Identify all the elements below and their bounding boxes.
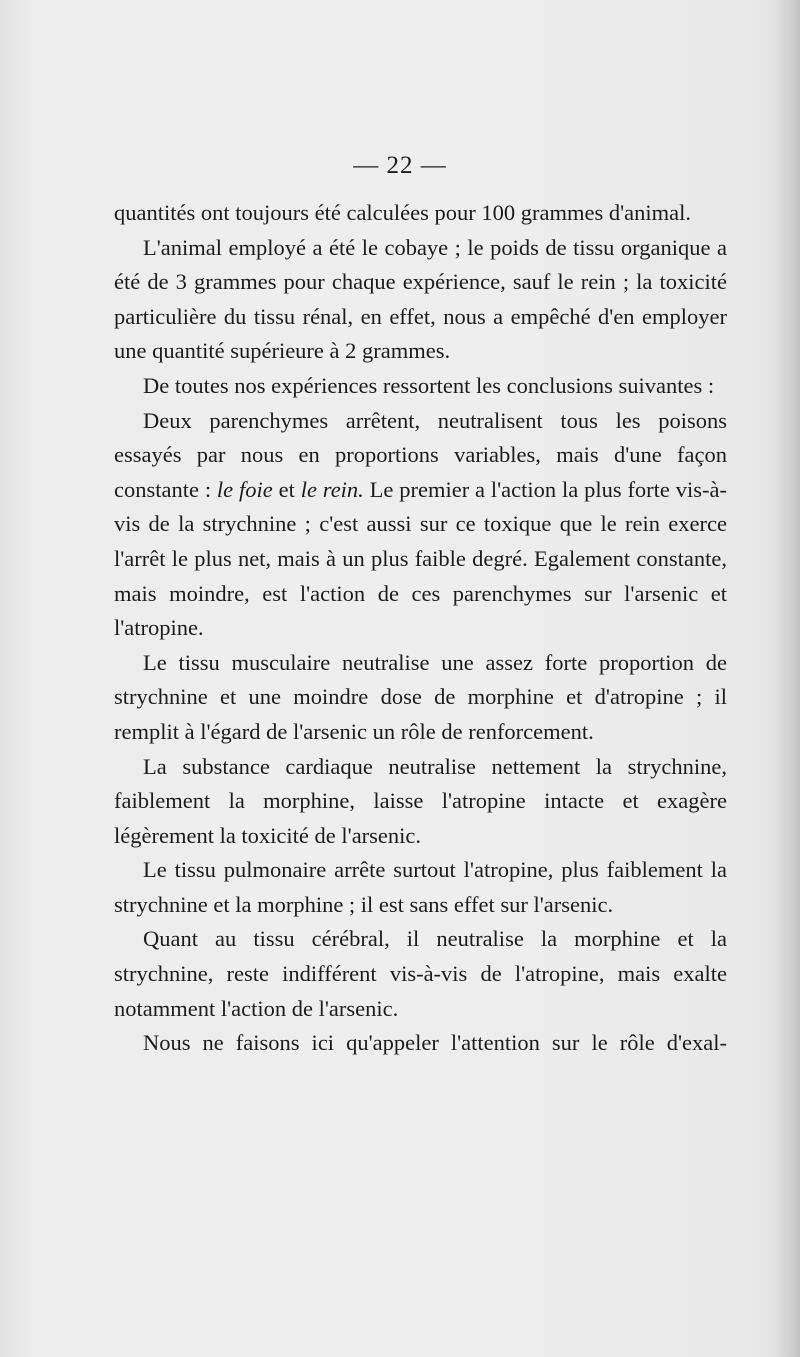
body-text xyxy=(114,196,727,1061)
paragraph-parenchymes-text: Deux parenchymes arrêtent, neutralisent tous les poisons essayés par nous en proportions variables, mais d'une façon constante : xyxy=(114,407,727,502)
paragraph-muscle: Le tissu musculaire neutralise une assez forte proportion de strychnine et une moindre dose de morphine et d'atropine ; il remplit à l'égard de l'arsenic un rôle de renforcement. xyxy=(114,649,727,744)
paragraph-conclusions-intro: De toutes nos expériences ressortent les conclusions suivantes : xyxy=(143,372,715,398)
italic-term-liver: le foie xyxy=(216,476,273,502)
paragraph-continuation: quantités ont toujours été calculées pour 100 grammes d'animal. xyxy=(114,200,692,225)
paragraph-final: Nous ne faisons ici qu'appeler l'attention sur le rôle d'exal- xyxy=(143,1030,727,1056)
paragraph-parenchymes xyxy=(114,404,727,646)
paragraph-animal: L'animal employé a été le cobaye ; le poids de tissu organique a été de 3 grammes pour chaque expérience, sauf le rein ; la toxicité particulière du tissu rénal, en effet, nous a empêché d'en employer une quantité supérieure à 2 grammes. xyxy=(114,234,727,364)
italic-term-kidney: le rein. xyxy=(300,476,364,502)
paragraph-parenchymes-joiner: et xyxy=(272,476,301,502)
page-number: — 22 — xyxy=(353,152,447,179)
paragraph-cerebral: Quant au tissu cérébral, il neutralise la morphine et la strychnine, reste indifférent vis-à-vis de l'atropine, mais exalte notamment l'action de l'arsenic. xyxy=(114,926,727,1021)
paragraph-pulmonary: Le tissu pulmonaire arrête surtout l'atropine, plus faiblement la strychnine et la morphine ; il est sans effet sur l'arsenic. xyxy=(114,857,727,917)
page-edge-shadow xyxy=(774,0,800,1357)
paragraph-cardiac: La substance cardiaque neutralise nettement la strychnine, faiblement la morphine, laisse l'atropine intacte et exagère légèrement la toxicité de l'arsenic. xyxy=(114,753,727,848)
paragraph-parenchymes-rest: Le premier a l'action la plus forte vis-à-vis de la strychnine ; c'est aussi sur ce toxique que le rein exerce l'arrêt le plus net, mais à un plus faible degré. Egalement constante, mais moindre, est l'action de ces parenchymes sur l'arsenic et l'atropine. xyxy=(114,476,727,641)
